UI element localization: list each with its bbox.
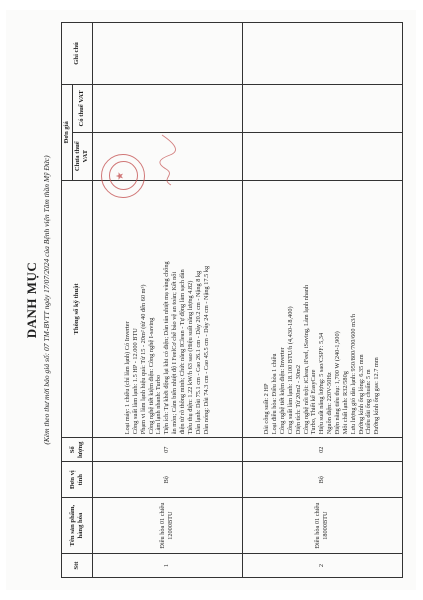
- document-page: [6, 10, 416, 590]
- row-unit: Bộ: [92, 462, 242, 498]
- spec-line: Nguồn điện: 220V-50Hz: [326, 372, 334, 435]
- spec-line: Chiều dài ống chuẩn: 5 m: [365, 369, 373, 435]
- row-price-vat: [92, 84, 242, 132]
- row-product-name: Điều hòa 01 chiều 18000BTU: [242, 498, 402, 554]
- row-price-novat: [242, 132, 402, 180]
- spec-line: Phạm vi làm lạnh hiệu quả: Từ 15 - 20m² (từ 40 đến 60 m³): [139, 284, 147, 435]
- spec-line: Công nghệ tiết kiệm điện: Inverter: [278, 347, 286, 435]
- spec-line: Dàn lạnh: Dài 75.1 cm - Cao 26.1 cm - Dày 20.2 cm - Nặng 8 kg: [194, 270, 202, 435]
- header-note: Ghi chú: [62, 23, 93, 85]
- header-price-vat: Có thuế VAT: [73, 84, 92, 132]
- row-unit: Bộ: [242, 462, 402, 498]
- spec-line: Công suất làm lạnh: 1.5 HP - 12.000 BTU: [131, 328, 139, 435]
- spec-line: Hiệu suất năng lượng: 5 sao/CSPF: 5,34: [318, 332, 326, 435]
- spec-line: Turbo, Thiết kế EasyCare: [310, 369, 318, 435]
- row-qty: 07: [92, 438, 242, 462]
- header-spec: Thông số kỹ thuật: [62, 180, 93, 438]
- spec-line: Đường kính ống gas: 12.7 mm: [373, 357, 381, 435]
- official-seal-stamp: [101, 154, 145, 198]
- row-spec: [92, 180, 242, 438]
- row-note: [242, 23, 402, 85]
- document-subtitle: (Kèm theo thư mời báo giá số: 07 TM-BVTT ngày 17/07/2024 của Bệnh viện Tâm thần Mỹ Đức): [42, 155, 51, 445]
- spec-line: Công nghệ tiết kiệm điện: Công nghệ I-saving: [147, 317, 155, 435]
- row-stt: 2: [242, 554, 402, 578]
- spec-line: Loại điều hòa: Điều hòa 1 chiều: [271, 353, 279, 435]
- header-stt: Stt: [62, 554, 93, 578]
- header-qty: Số lượng: [62, 438, 93, 462]
- spec-line: điện tử rõ thông minh; Chức năng IClean - Tự động làm sạch dàn: [178, 269, 186, 435]
- header-row: [62, 23, 73, 578]
- spec-line: Diện tích: Từ 20m2 - 30m2: [294, 365, 302, 435]
- spec-line: Điện năng tiêu thụ: 1,700 W (240-1,900): [333, 331, 341, 435]
- spec-line: ăn mòn; Cảm biến nhiệt độ I FeelCơ chế bảo vệ an toàn; Kết nối: [171, 271, 179, 435]
- spec-line: Loại máy: 1 chiều (chỉ làm lạnh) Có Inverter: [123, 321, 131, 435]
- spec-line: Dải công suất: 2 HP: [263, 383, 271, 435]
- row-stt: 1: [92, 554, 242, 578]
- header-price: Đơn giá: [62, 84, 73, 180]
- header-unit: Đơn vị tính: [62, 462, 93, 498]
- spec-line: Công nghệ nổi trội: iClean, iFeel, iSaving, Làm lạnh nhanh: [302, 284, 310, 435]
- spec-line: Làm lạnh nhanh: Turbo: [155, 374, 163, 435]
- spec-line: Dàn nóng: Dài 74.3 cm - Cao 45.5 cm - Dày 24 cm - Nặng 17.5 kg: [202, 265, 210, 435]
- table-row: [242, 23, 402, 578]
- row-product-name: Điều hòa 01 chiều 12000BTU: [92, 498, 242, 554]
- header-price-novat: Chưa thuế VAT: [73, 132, 92, 180]
- table-row: [92, 23, 242, 578]
- document-title: DANH MỤC: [24, 261, 39, 339]
- spec-line: Tiện ích: Tự khởi động lại khi có điện; Dàn tản nhiệt mạ vàng chống: [163, 261, 171, 435]
- signature-scribble: [156, 132, 178, 187]
- spec-line: Đường kính ống lỏng: 6.35 mm: [357, 354, 365, 435]
- spec-line: Công suất làm lạnh: 18.100 BTU/h (4,430-18,400): [286, 306, 294, 435]
- row-price-vat: [242, 84, 402, 132]
- product-table: [61, 22, 403, 578]
- row-note: [92, 23, 242, 85]
- spec-line: Lưu lượng gió dàn lạnh: 950/800/700/600 m3/h: [349, 313, 357, 435]
- row-spec: [242, 180, 402, 438]
- header-name: Tên sản phẩm, hàng hóa: [62, 498, 93, 554]
- row-qty: 02: [242, 438, 402, 462]
- seal-star-icon: ★: [115, 171, 126, 181]
- spec-line: Tiêu thụ điện: 1.22 kW/h 63 sao (Hiệu suất năng lượng 4.82): [186, 280, 194, 435]
- spec-line: Môi chất lạnh: R32/580g: [341, 371, 349, 435]
